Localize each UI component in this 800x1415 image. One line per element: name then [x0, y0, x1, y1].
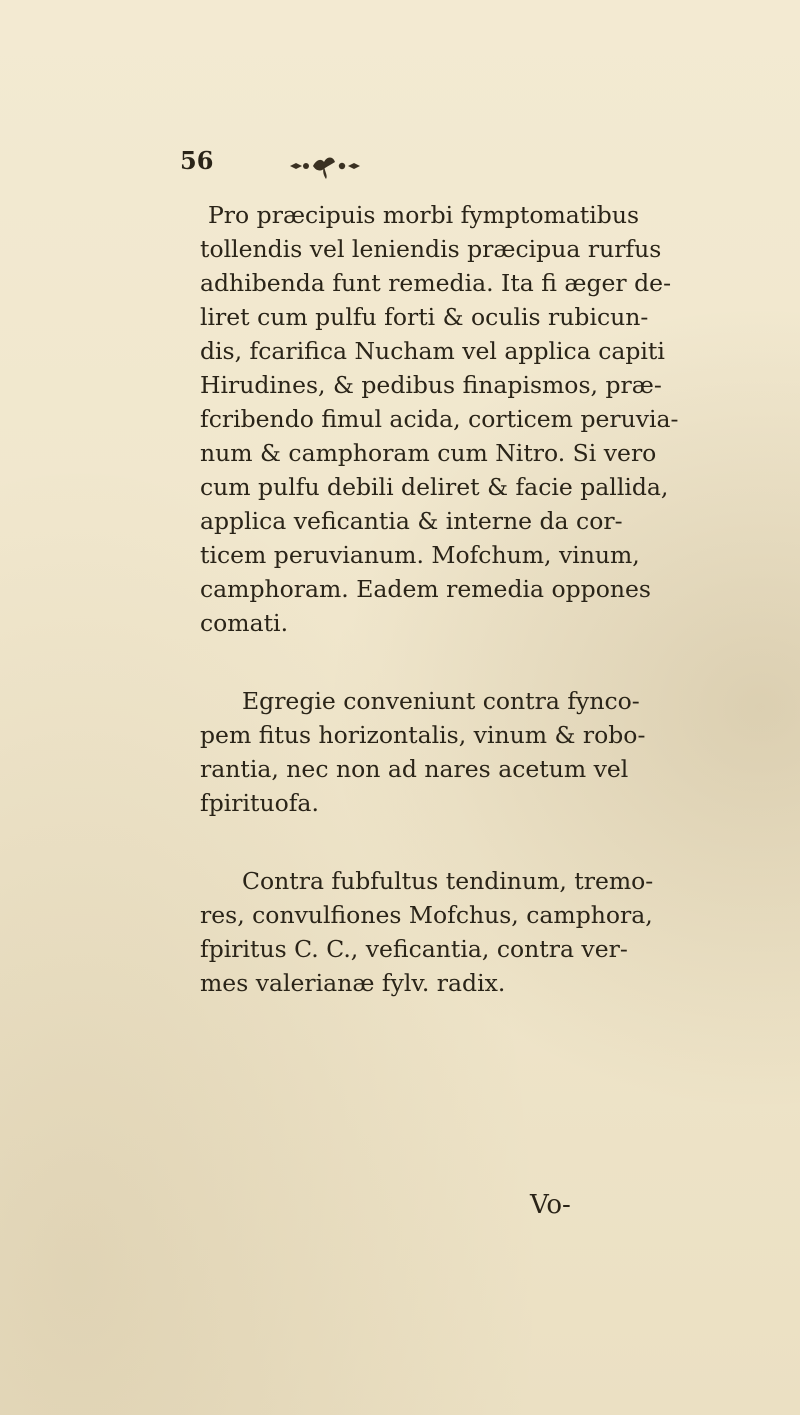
text-line: comati. [200, 609, 289, 637]
text-line: rantia, nec non ad nares acetum vel [200, 755, 629, 783]
text-line: fpirituofa. [200, 789, 319, 817]
text-line: adhibenda funt remedia. Ita fi æger de- [200, 269, 672, 297]
text-line: liret cum pulfu forti & oculis rubicun- [200, 303, 649, 331]
text-line: fpiritus C. C., veficantia, contra ver- [200, 935, 628, 963]
text-line: num & camphoram cum Nitro. Si vero [200, 439, 657, 467]
text-line: ticem peruvianum. Mofchum, vinum, [200, 541, 640, 569]
text-line: camphoram. Eadem remedia oppones [200, 575, 651, 603]
text-line: pem fitus horizontalis, vinum & robo- [200, 721, 646, 749]
text-line: Egregie conveniunt contra fynco- [242, 687, 640, 715]
text-line: fcribendo fimul acida, corticem peruvia- [200, 405, 679, 433]
text-line: Pro præcipuis morbi fymptomatibus [208, 201, 640, 229]
ornament-icon [280, 146, 370, 182]
paragraph-1 [200, 198, 679, 640]
text-body [200, 198, 679, 1000]
text-line: res, convulfiones Mofchus, camphora, [200, 901, 653, 929]
text-line: dis, fcarifica Nucham vel applica capiti [200, 337, 665, 365]
page-header [180, 146, 600, 186]
text-line: cum pulfu debili deliret & facie pallida, [200, 473, 669, 501]
catchword: Vo- [530, 1190, 571, 1220]
paragraph-3 [200, 864, 654, 1000]
text-line: mes valerianæ fylv. radix. [200, 969, 506, 997]
paragraph-2 [200, 684, 646, 820]
text-line: Hirudines, & pedibus finapismos, præ- [200, 371, 662, 399]
text-line: Contra fubfultus tendinum, tremo- [242, 867, 654, 895]
page-number: 56 [180, 146, 214, 175]
text-line: tollendis vel leniendis præcipua rurfus [200, 235, 662, 263]
text-line: applica veficantia & interne da cor- [200, 507, 623, 535]
